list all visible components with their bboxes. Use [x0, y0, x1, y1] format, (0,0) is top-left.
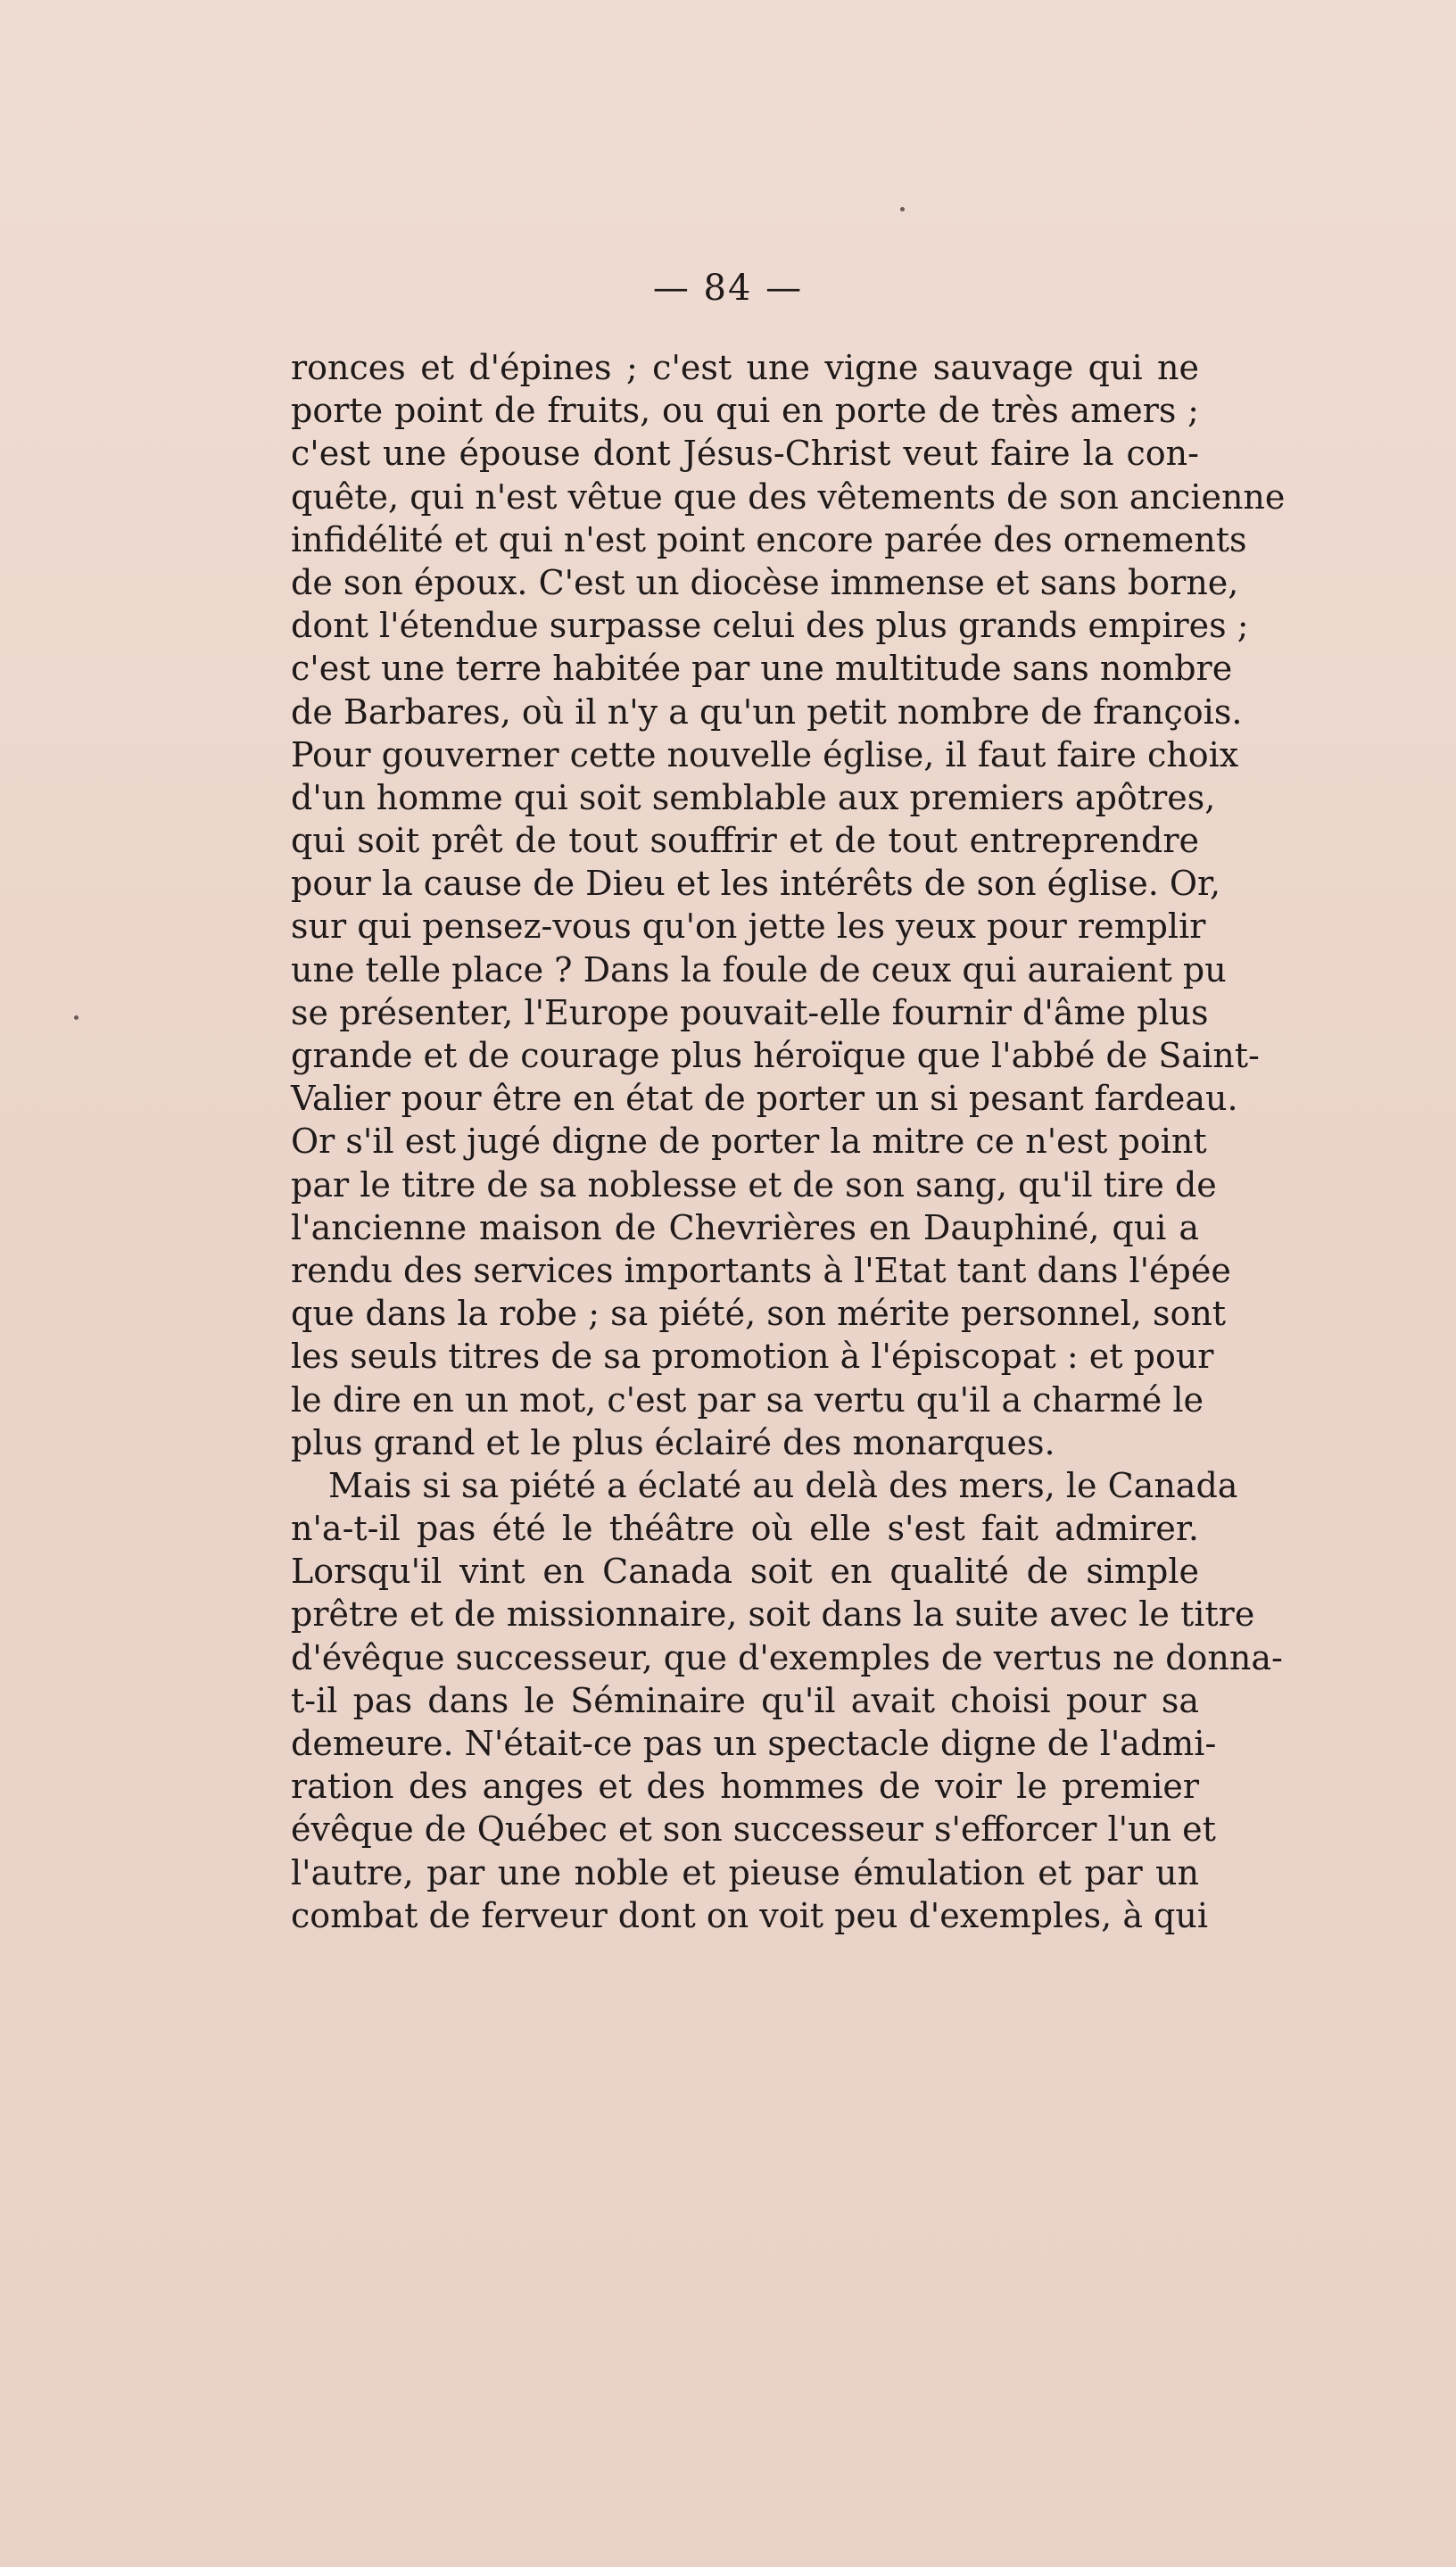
text-line: rendu des services importants à l'Etat tant dans l'épée [291, 1250, 1231, 1290]
text-line: combat de ferveur dont on voit peu d'exemples, à qui [291, 1895, 1209, 1935]
text-line: le dire en un mot, c'est par sa vertu qu'il a charmé le [291, 1379, 1204, 1420]
text-line: plus grand et le plus éclairé des monarques. [291, 1422, 1055, 1462]
page-number: — 84 — [652, 268, 804, 309]
paper-speck [900, 207, 905, 211]
text-line: porte point de fruits, ou qui en porte de très amers ; [291, 391, 1199, 431]
text-line: grande et de courage plus héroïque que l'abbé de Saint- [291, 1036, 1260, 1075]
text-line: ronces et d'épines ; c'est une vigne sauvage qui ne [291, 348, 1199, 387]
text-line: de son époux. C'est un diocèse immense et sans borne, [291, 562, 1239, 602]
text-line: d'évêque successeur, que d'exemples de vertus ne donna- [291, 1637, 1283, 1677]
text-line: c'est une épouse dont Jésus-Christ veut faire la con- [291, 434, 1199, 474]
text-line: c'est une terre habitée par une multitude sans nombre [291, 649, 1233, 689]
text-line: dont l'étendue surpasse celui des plus grands empires ; [291, 606, 1249, 646]
text-line: t-il pas dans le Séminaire qu'il avait choisi pour sa [291, 1680, 1199, 1720]
paper-speck [74, 1015, 79, 1020]
text-line: ration des anges et des hommes de voir le premier [291, 1767, 1199, 1807]
text-line: l'autre, par une noble et pieuse émulation et par un [291, 1852, 1199, 1892]
text-line: par le titre de sa noblesse et de son sang, qu'il tire de [291, 1164, 1217, 1205]
text-line: Mais si sa piété a éclaté au delà des mers, le Canada [328, 1465, 1238, 1505]
text-line: se présenter, l'Europe pouvait-elle fournir d'âme plus [291, 992, 1209, 1032]
text-line: Or s'il est jugé digne de porter la mitre ce n'est point [291, 1122, 1207, 1162]
text-line: Pour gouverner cette nouvelle église, il faut faire choix [291, 734, 1239, 774]
text-line: pour la cause de Dieu et les intérêts de son église. Or, [291, 864, 1221, 904]
text-line: qui soit prêt de tout souffrir et de tout entreprendre [291, 821, 1199, 861]
text-line: que dans la robe ; sa piété, son mérite personnel, sont [291, 1294, 1227, 1334]
text-line: les seuls titres de sa promotion à l'épiscopat : et pour [291, 1337, 1214, 1377]
text-line: n'a-t-il pas été le théâtre où elle s'est fait admirer. [291, 1509, 1199, 1549]
text-line: de Barbares, où il n'y a qu'un petit nombre de françois. [291, 691, 1243, 732]
text-line: sur qui pensez-vous qu'on jette les yeux pour remplir [291, 907, 1206, 947]
text-line: Valier pour être en état de porter un si pesant fardeau. [291, 1079, 1238, 1119]
text-line: demeure. N'était-ce pas un spectacle digne de l'admi- [291, 1724, 1217, 1763]
text-line: une telle place ? Dans la foule de ceux qui auraient pu [291, 949, 1227, 990]
text-line: d'un homme qui soit semblable aux premiers apôtres, [291, 777, 1216, 817]
body-text [291, 346, 1286, 1937]
text-line: prêtre et de missionnaire, soit dans la suite avec le titre [291, 1594, 1255, 1635]
text-line: Lorsqu'il vint en Canada soit en qualité de simple [291, 1552, 1199, 1592]
text-line: quête, qui n'est vêtue que des vêtements de son ancienne [291, 476, 1286, 517]
text-line: infidélité et qui n'est point encore parée des ornements [291, 519, 1247, 559]
text-line: l'ancienne maison de Chevrières en Dauphiné, qui a [291, 1207, 1199, 1247]
text-line: évêque de Québec et son successeur s'efforcer l'un et [291, 1809, 1216, 1850]
